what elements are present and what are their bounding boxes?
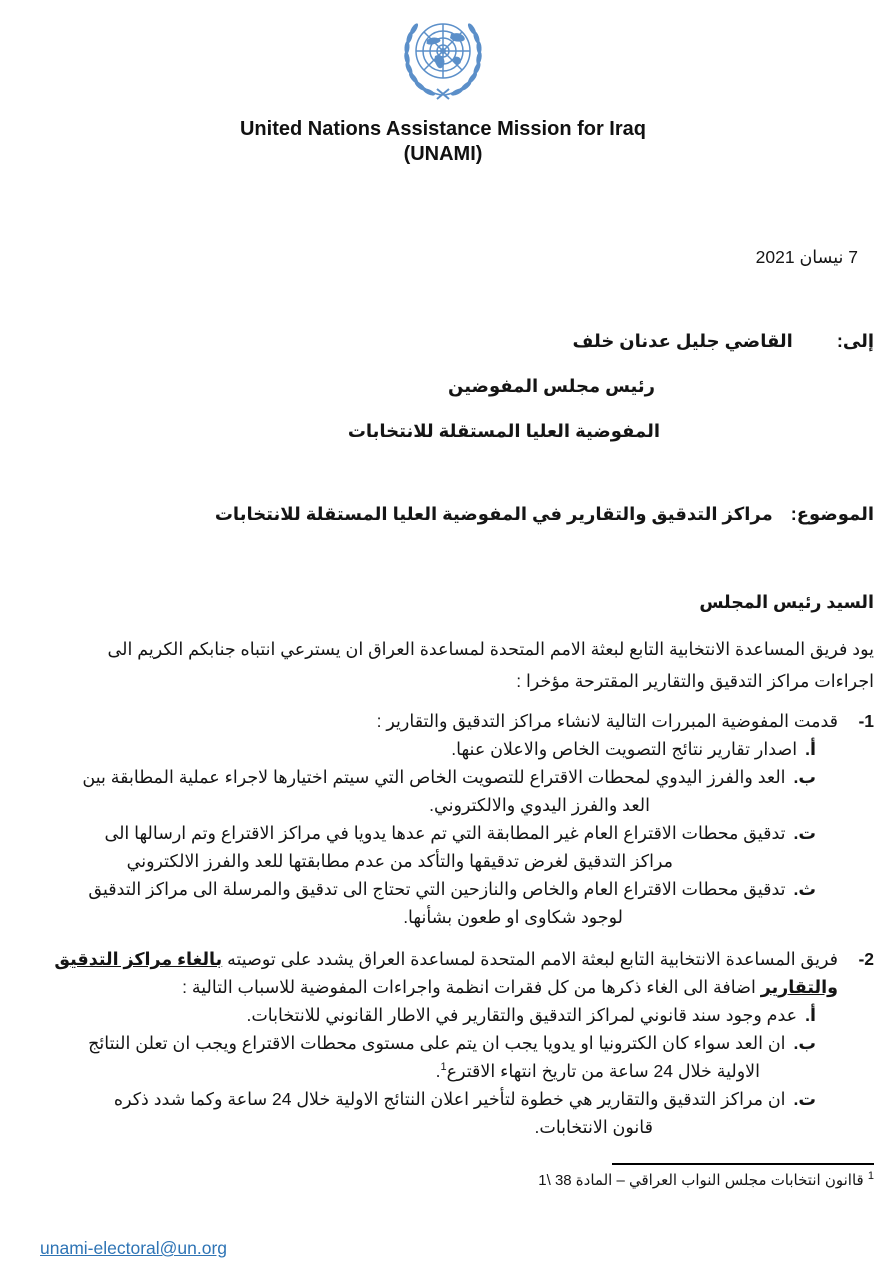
subject-line (40, 500, 874, 528)
item1-head: قدمت المفوضية المبررات التالية لانشاء مراكز التدقيق والتقارير : (376, 711, 838, 731)
footnote-marker: 1 (867, 1170, 874, 1182)
sub-item-th: ث.تدقيق محطات الاقتراع العام والخاص والنازحين التي تحتاج الى تدقيق والمرسلة الى مراكز التدقيق لوجود شكاوى او طعون بشأنها. (88, 879, 816, 927)
to-label: إلى: (836, 331, 874, 351)
recipient-organization: المفوضية العليا المستقلة للانتخابات (347, 421, 660, 441)
sub-item-marker: أ. (805, 739, 816, 759)
item-number: 2- (858, 949, 874, 969)
org-abbreviation: (UNAMI) (403, 143, 483, 165)
recipient-name: القاضي جليل عدنان خلف (572, 331, 793, 351)
sub-item-a: أ.عدم وجود سند قانوني لمراكز التدقيق والتقارير في الاطار القانوني للانتخابات. (246, 1005, 816, 1025)
numbered-item-2 (40, 945, 874, 1141)
subject-text: مراكز التدقيق والتقارير في المفوضية العليا المستقلة للانتخابات (214, 504, 773, 524)
sub-item-marker: ت. (793, 823, 816, 843)
sub-item-marker: أ. (805, 1005, 816, 1025)
numbered-list (40, 707, 874, 1141)
item2-head-line1: فريق المساعدة الانتخابية التابع لبعثة الامم المتحدة لمساعدة العراق يشدد على توصيته بالغاء مراكز التدقيق (54, 949, 838, 969)
sub-item-b: ب.ان العد سواء كان الكترونيا او يدويا يجب ان يتم على مستوى محطات الاقتراع ويجب ان تعلن النتائج الاولية خلال 24 ساعة من تاريخ انتهاء الاقترع$^1$. (88, 1033, 816, 1081)
recipient-block (40, 327, 874, 445)
letterhead (12, 8, 874, 167)
item-number: 1- (858, 711, 874, 731)
un-emblem-icon (390, 8, 496, 108)
intro-line: يود فريق المساعدة الانتخابية التابع لبعثة الامم المتحدة لمساعدة العراق ان يسترعي انتباه جنابكم الكريم الى (107, 639, 874, 659)
salutation: السيد رئيس المجلس (699, 592, 874, 612)
sub-item-marker: ب. (793, 1033, 816, 1053)
recipient-title: رئيس مجلس المفوضين (448, 376, 655, 396)
org-name: United Nations Assistance Mission for Iraq (239, 118, 646, 140)
footnote-divider (612, 1163, 874, 1165)
recipient-line (40, 327, 874, 355)
numbered-item-1 (40, 707, 874, 931)
emphasized-text: بالغاء مراكز التدقيق (54, 949, 223, 969)
intro-paragraph (40, 633, 874, 697)
footnote: $^1$ قاانون انتخابات مجلس النواب العراقي – المادة 38 \1 (538, 1170, 874, 1189)
sub-item-marker: ب. (793, 767, 816, 787)
intro-line: اجراءات مراكز التدقيق والتقارير المقترحة مؤخرا : (516, 671, 874, 691)
sub-item-t: ت.ان مراكز التدقيق والتقارير هي خطوة لتأخير اعلان النتائج الاولية خلال 24 ساعة وكما شدد ذكره قانون الانتخابات. (113, 1089, 816, 1137)
letter-date: 7 نيسان 2021 (755, 247, 858, 267)
sub-item-a: أ.اصدار تقارير نتائج التصويت الخاص والاعلان عنها. (451, 739, 816, 759)
letter-body (40, 245, 874, 1192)
sub-item-b: ب.العد والفرز اليدوي لمحطات الاقتراع للتصويت الخاص التي سيتم اختيارها لاجراء عملية المطابقة بين العد والفرز اليدوي والالكتروني. (82, 767, 816, 815)
sub-item-marker: ث. (793, 879, 816, 899)
footnote-reference: 1 (440, 1061, 447, 1074)
emphasized-text: والتقارير (760, 977, 838, 997)
email-link[interactable]: unami-electoral@un.org (40, 1238, 228, 1258)
item2-head-line2: والتقارير اضافة الى الغاء ذكرها من كل فقرات انظمة واجراءات المفوضية للاسباب التالية : (182, 977, 838, 997)
sub-item-marker: ت. (793, 1089, 816, 1109)
sub-item-t: ت.تدقيق محطات الاقتراع العام غير المطابقة التي تم عدها يدويا في مراكز الاقتراع وتم ارسالها الى مراكز التدقيق لغرض تدقيقها والتأكد من عدم مطابقتها للعد والفرز الالكتروني (104, 823, 816, 871)
subject-label: الموضوع: (790, 504, 874, 524)
